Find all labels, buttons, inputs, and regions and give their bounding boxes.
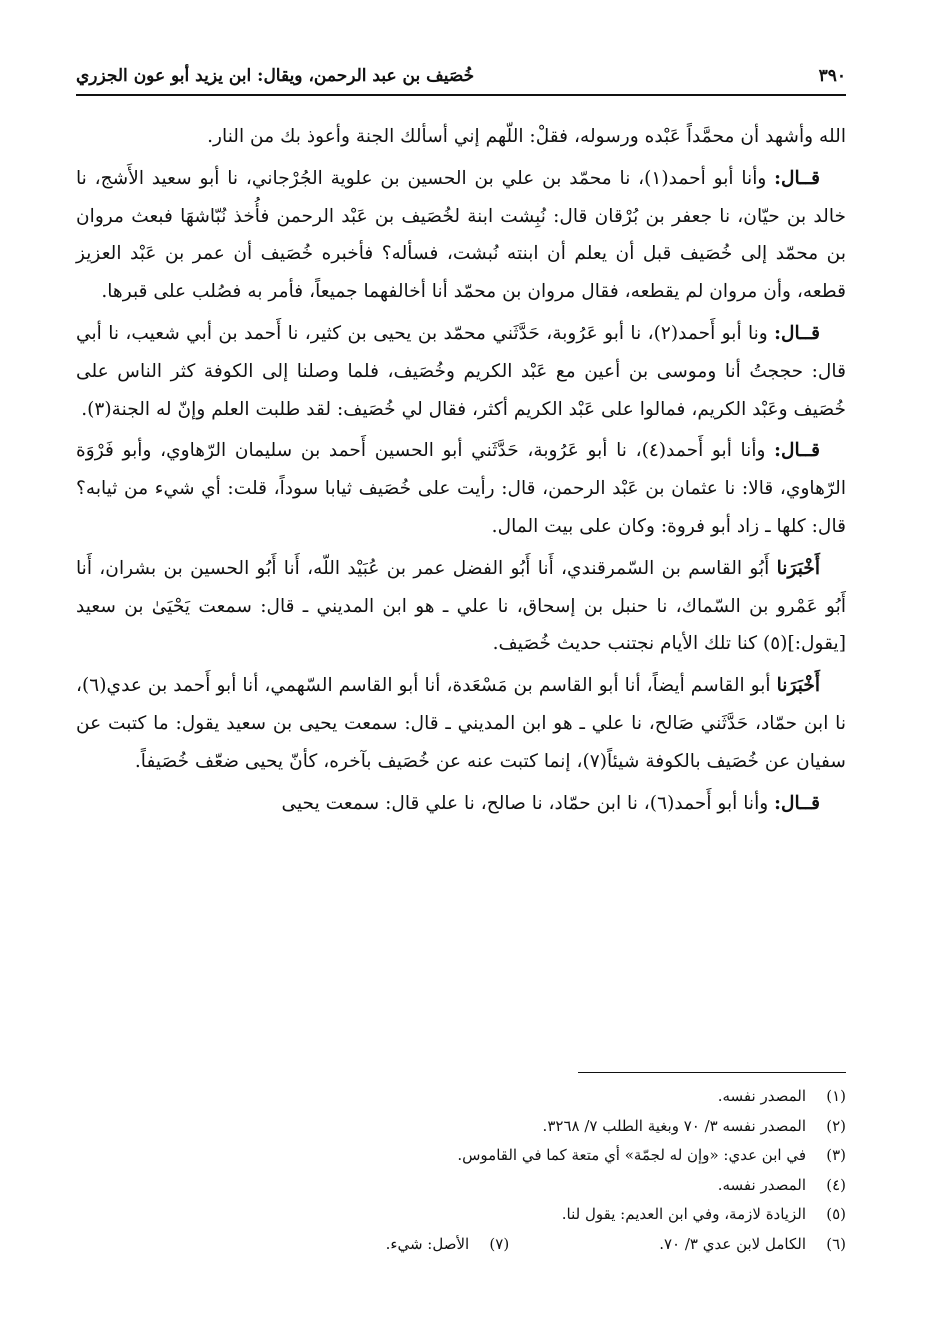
footnote [76,1171,846,1201]
paragraph-lead: قــال: [774,792,820,814]
footnote-text: المصدر نفسه. [717,1087,806,1105]
paragraph-lead: قــال: [774,167,820,189]
paragraph [76,785,846,823]
footnote [386,1230,510,1260]
paragraph-text: وأنا أبو أَحمد(٦)، نا ابن حمّاد، نا صالح، نا علي قال: سمعت يحيى [281,792,769,814]
header-rule [76,94,846,96]
footnote-number: (٧) [489,1234,510,1253]
paragraph [76,118,846,156]
footnote-number: (٣) [826,1146,846,1164]
paragraph [76,160,846,311]
footnote-rule [578,1072,846,1073]
footnote-number: (٥) [826,1205,846,1223]
paragraph-text: وأنا أبو أَحمد(٤)، نا أبو عَرُوبة، حَدَّثَني أبو الحسين أَحمد بن سليمان الرّهاوي، وأبو فَرْوَة الرّهاوي، قالا: نا عثمان بن عَبْد الرحمن، قال: رأيت على خُصَيف ثيابا سوداً، قلت: أي شيء من ثيابه؟ قال: كلها ـ زاد أبو فروة: وكان على بيت المال. [76,440,846,537]
footnote [659,1230,846,1260]
footnote-text: المصدر نفسه. [717,1175,806,1194]
footnote [76,1082,846,1112]
footnote-number: (١) [826,1087,846,1105]
paragraph-lead: أَخْبَرَنا [776,675,820,697]
running-header [76,60,846,92]
paragraph-lead: قــال: [774,322,820,344]
footnote-text: المصدر نفسه ٣/ ٧٠ وبغية الطلب ٧/ ٣٢٦٨. [542,1116,806,1135]
paragraph [76,667,846,780]
footnote-text: الزيادة لازمة، وفي ابن العديم: يقول لنا. [561,1205,806,1223]
paragraph-text: الله وأشهد أن محمَّداً عَبْده ورسوله، فقلْ: اللّهم إني أسألك الجنة وأعوذ بك من النار. [207,126,846,147]
paragraph-lead: أَخْبَرَنا [776,557,820,579]
footnote-text: الكامل لابن عدي ٣/ ٧٠. [659,1234,806,1253]
chapter-title: خُصَيف بن عبد الرحمن، ويقال: ابن يزيد أبو عون الجزري [76,66,475,86]
paragraph-text: أبو القاسم أيضاً، أنا أبو القاسم بن مَسْعَدة، أنا أبو القاسم السّهمي، أنا أبو أَحمد بن عدي(٦)، نا ابن حمّاد، حَدَّثَني صَالح، نا علي ـ هو ابن المديني ـ قال: سمعت يحيى بن سعيد يقول: ما كتبت عن سفيان عن خُصَيف بالكوفة شيئاً(٧)، إنما كتبت عنه عن خُصَيف بآخره، كأنّ يحيى ضعّف خُصَيفاً. [76,675,846,772]
footnote [76,1112,846,1142]
footnote-number: (٤) [826,1175,846,1194]
footnote [76,1200,846,1230]
paragraph [76,432,846,545]
page-number: ٣٩٠ [818,66,846,86]
paragraph [76,315,846,428]
footnote [76,1141,846,1171]
paragraph-text: وأنا أبو أحمد(١)، نا محمّد بن علي بن الحسين بن علوية الجُرْجاني، نا أبو سعيد الأَشج، نا خالد بن حيّان، نا جعفر بن بُرْقان قال: نُبِشت ابنة لخُصَيف بن عَبْد الرحمن فأُخذ نُبّاشهَا فبعث مروان بن محمّد إلى خُصَيف قبل أن يعلم أن ابنته نُبشت، فسأله؟ فأخبره خُصَيف أن عمر بن عَبْد العزيز قطعه، وأن مروان لم يقطعه، فقال مروان بن محمّد أنا أخالفهما جميعاً، فأمر به فصُلب على قبرها. [76,167,846,303]
footnote-row [76,1230,846,1260]
book-page [76,52,846,1292]
paragraph [76,550,846,663]
footnote-text: في ابن عدي: «وإن له لجمّة» أي متعة كما في القاموس. [457,1146,806,1164]
paragraph-lead: قــال: [774,440,820,462]
paragraph-text: أَبُو القاسم بن السّمرقندي، أَنا أَبُو الفضل عمر بن عُبَيْد اللّه، أَنا أَبُو الحسين بن بشران، أَنا أَبُو عَمْرو بن السّماك، نا حنبل بن إسحاق، نا علي ـ هو ابن المديني ـ قال: سمعت يَحْيَىٰ بن سعيد [يقول:](٥) كنا تلك الأيام نجتنب حديث خُصَيف. [76,557,846,655]
main-text [76,118,846,826]
footnote-number: (٦) [826,1234,846,1253]
footnote-number: (٢) [826,1116,846,1135]
paragraph-text: ونا أبو أَحمد(٢)، نا أبو عَرُوبة، حَدَّثَني محمّد بن يحيى بن كثير، نا أَحمد بن أبي شعيب، نا أبي قال: حججتُ أنا وموسى بن أعين مع عَبْد الكريم وخُصَيف، فلما وصلنا إلى الكوفة كثر الناس على خُصَيف وعَبْد الكريم، فمالوا على عَبْد الكريم أكثر، فقال لي خُصَيف: لقد طلبت العلم وإنّ له الجنة(٣). [76,322,846,420]
footnote-text: الأصل: شيء. [385,1234,470,1253]
footnotes [76,1082,846,1259]
